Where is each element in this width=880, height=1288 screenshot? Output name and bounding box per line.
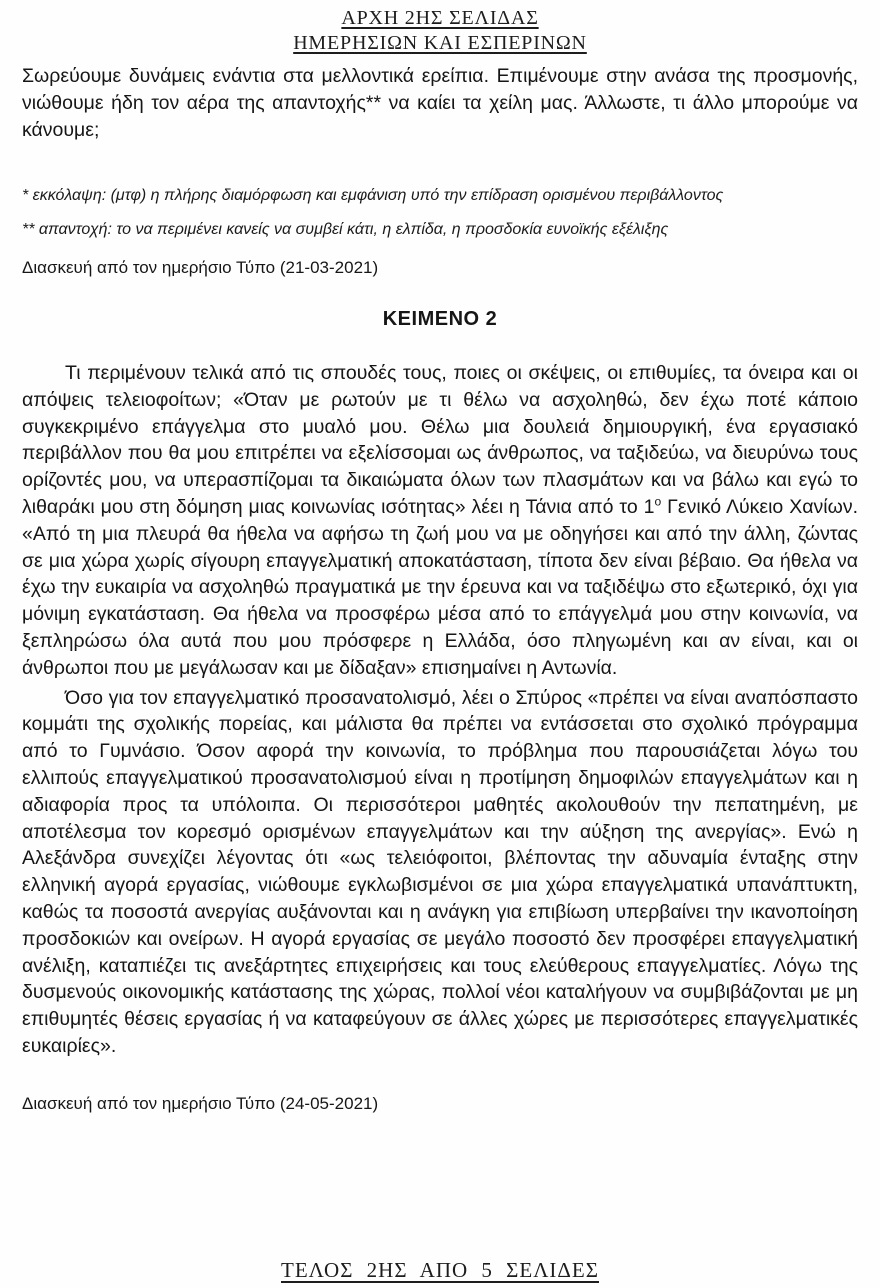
page-footer-text: ΤΕΛΟΣ 2ΗΣ ΑΠΟ 5 ΣΕΛΙΔΕΣ — [281, 1258, 599, 1282]
page-header-line-1: ΑΡΧΗ 2ΗΣ ΣΕΛΙΔΑΣ — [341, 7, 539, 29]
page-header-row-2 — [22, 31, 858, 56]
intro-paragraph: Σωρεύουμε δυνάμεις ενάντια στα μελλοντικά ερείπια. Επιμένουμε στην ανάσα της προσμονής, νιώθουμε ήδη τον αέρα της απαντοχής** να καίει τα χείλη μας. Άλλωστε, τι άλλο μπορούμε να κάνουμε; — [22, 65, 858, 141]
source-line-2: Διασκευή από τον ημερήσιο Τύπο (24-05-2021) — [22, 1093, 379, 1113]
text2-paragraph-1-part-a: Τι περιμένουν τελικά από τις σπουδές τους, ποιες οι σκέψεις, οι επιθυμίες, τα όνειρα και οι απόψεις τελειοφοίτων; «Όταν με ρωτούν με τι θέλω να ασχοληθώ, δεν έχω ποτέ κάποιο συγκεκριμένο επάγγελμα στο μυαλό μου. Θέλω μια δουλειά δημιουργική, ένα εργασιακό περιβάλλον που θα μου επιτρέπει να εξελίσσομαι ως άνθρωπος, να ταξιδεύω, να διευρύνω τους ορίζοντές μου, να υπερασπίζομαι τα δικαιώματα όλων των πλασμάτων και να βάλω και εγώ το λιθαράκι μου στη δόμηση μιας κοινωνίας ισότητας» λέει η Τάνια από το 1 — [22, 362, 858, 518]
page-header-line-2: ΗΜΕΡΗΣΙΩΝ ΚΑΙ ΕΣΠΕΡΙΝΩΝ — [293, 32, 587, 54]
text2-paragraph-1 — [22, 360, 858, 682]
page-footer — [0, 1258, 880, 1283]
page-header — [22, 6, 858, 56]
page-header-row-1 — [22, 6, 858, 31]
ordinal-superscript: ο — [654, 494, 662, 509]
text2-paragraph-1-part-b: Γενικό Λύκειο Χανίων. «Από τη μια πλευρά θα ήθελα να αφήσω τη ζωή μου να με οδηγήσει και από την άλλη, ζώντας σε μια χώρα χωρίς σίγουρη επαγγελματική αποκατάσταση, τίποτα δεν είναι βέβαιο. Θα ήθελα να έχω την ευκαιρία να ασχοληθώ πραγματικά με την έρευνα και να ταξιδέψω στο εξωτερικό, όχι για μόνιμη εγκατάσταση. Θα ήθελα να προσφέρω μέσα από το επάγγελμά μου στην κοινωνία, να ξεπληρώσω όλα αυτά που μου πρόσφερε η Ελλάδα, όσο πληγωμένη και αν είναι, και οι άνθρωποι που με μεγάλωσαν και με δίδαξαν» επισημαίνει η Αντωνία. — [22, 495, 858, 679]
text2-paragraph-2: Όσο για τον επαγγελματικό προσανατολισμό, λέει ο Σπύρος «πρέπει να είναι αναπόσπαστο κομμάτι της σχολικής πορείας, και μάλιστα θα πρέπει να εντάσσεται στο σχολικό πρόγραμμα από το Γυμνάσιο. Όσον αφορά την κοινωνία, το πρόβλημα που παρουσιάζεται λόγω του ελλιπούς επαγγελματικού προσανατολισμού είναι η προτίμηση δημοφιλών επαγγελμάτων και η αδιαφορία προς τα υπόλοιπα. Οι περισσότεροι μαθητές ακολουθούν την πεπατημένη, με αποτέλεσμα τον κορεσμό ορισμένων επαγγελμάτων και την αύξηση της ανεργίας». Ενώ η Αλεξάνδρα συνεχίζει λέγοντας ότι «ως τελειόφοιτοι, βλέποντας την αδυναμία ένταξης στην ελληνική αγορά εργασίας, νιώθουμε εγκλωβισμένοι σε μια χώρα επαγγελματικά υπανάπτυκτη, καθώς τα ποσοστά ανεργίας αυξάνονται και η ανάγκη για επιβίωση υπερβαίνει την ικανοποίηση προσδοκιών και ονείρων. Η αγορά εργασίας σε μεγάλο ποσοστό δεν προσφέρει επαγγελματική ανέλιξη, καταπιέζει τις ανεξάρτητες επιχειρήσεις και τους ελεύθερους επαγγελματίες. Λόγω της δυσμενούς οικονομικής κατάστασης της χώρας, πολλοί νέοι καταλήγουν να συμβιβάζονται με μη επιθυμητές θέσεις εργασίας ή να καταφεύγουν σε άλλες χώρες με περισσότερες επαγγελματικές ευκαιρίες». — [22, 686, 858, 1057]
footnote-apantochi: ** απαντοχή: το να περιμένει κανείς να συμβεί κάτι, η ελπίδα, η προσδοκία ευνοϊκής εξέλιξης — [22, 221, 669, 238]
text2-title: ΚΕΙΜΕΝΟ 2 — [382, 308, 498, 330]
footnote-ekkolapsi: * εκκόλαψη: (μτφ) η πλήρης διαμόρφωση και εμφάνιση υπό την επίδραση ορισμένου περιβάλλοντος — [22, 187, 724, 204]
source-line-1: Διασκευή από τον ημερήσιο Τύπο (21-03-2021) — [22, 258, 379, 277]
